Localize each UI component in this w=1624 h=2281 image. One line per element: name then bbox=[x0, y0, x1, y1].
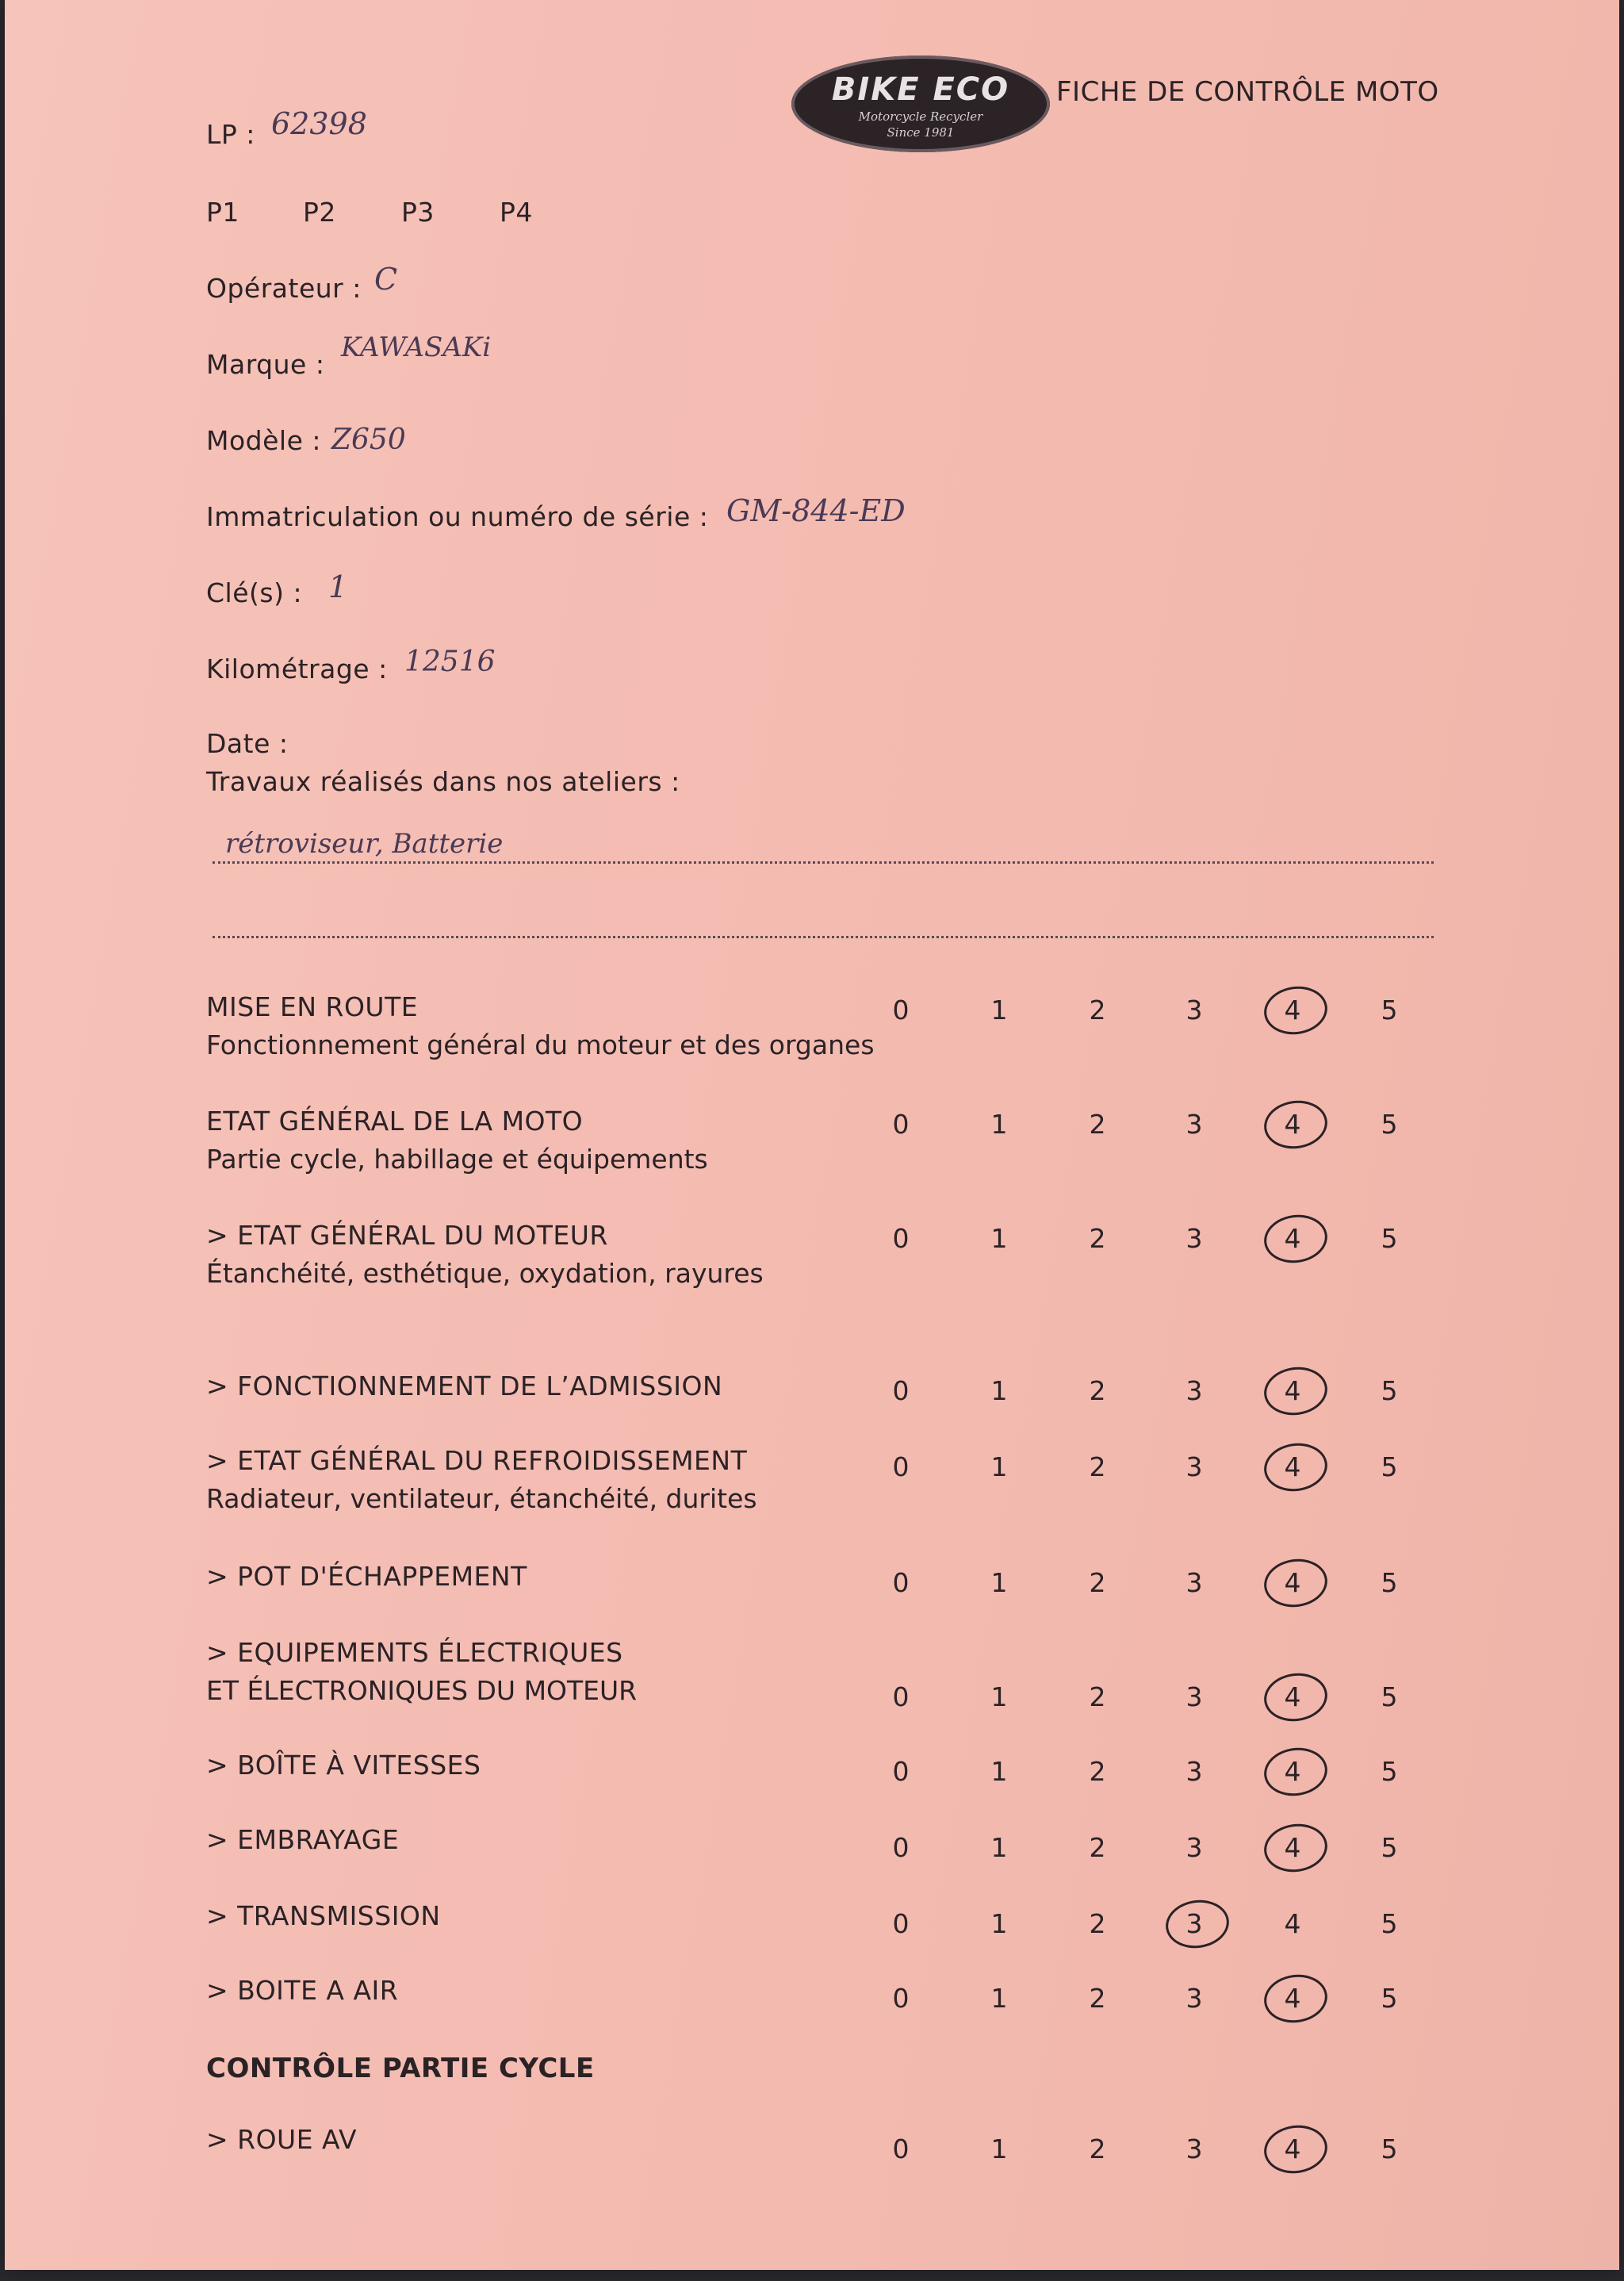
section-title: MISE EN ROUTE bbox=[206, 991, 419, 1022]
score-option-0[interactable]: 0 bbox=[892, 1223, 910, 1254]
selected-score-circle bbox=[1261, 1440, 1331, 1496]
score-option-3[interactable]: 3 bbox=[1185, 1908, 1203, 1939]
score-option-5[interactable]: 5 bbox=[1381, 1375, 1398, 1406]
score-option-3[interactable]: 3 bbox=[1185, 1832, 1203, 1863]
section-subtitle: Étanchéité, esthétique, oxydation, rayures bbox=[206, 1258, 764, 1289]
section-title: > ETAT GÉNÉRAL DU MOTEUR bbox=[206, 1220, 608, 1251]
selected-score-circle bbox=[1261, 1211, 1331, 1267]
score-option-3[interactable]: 3 bbox=[1185, 1451, 1203, 1482]
cles-label: Clé(s) : bbox=[206, 577, 303, 608]
logo-line2: Since 1981 bbox=[887, 125, 955, 140]
score-option-4[interactable]: 4 bbox=[1284, 1681, 1301, 1712]
section-title: > FONCTIONNEMENT DE L’ADMISSION bbox=[206, 1371, 723, 1401]
score-option-1[interactable]: 1 bbox=[990, 2133, 1008, 2164]
operateur-label: Opérateur : bbox=[206, 273, 362, 304]
modele-value[interactable]: Z650 bbox=[331, 424, 406, 456]
logo-line1: Motorcycle Recycler bbox=[858, 109, 983, 124]
score-option-3[interactable]: 3 bbox=[1185, 1681, 1203, 1712]
section-title: > POT D'ÉCHAPPEMENT bbox=[206, 1561, 527, 1592]
score-option-4[interactable]: 4 bbox=[1284, 1375, 1301, 1406]
travaux-line-2 bbox=[213, 936, 1434, 938]
score-option-1[interactable]: 1 bbox=[990, 1908, 1008, 1939]
score-option-5[interactable]: 5 bbox=[1381, 1983, 1398, 2014]
selected-score-circle bbox=[1162, 1896, 1232, 1953]
score-option-0[interactable]: 0 bbox=[892, 1451, 910, 1482]
score-option-0[interactable]: 0 bbox=[892, 1908, 910, 1939]
score-option-1[interactable]: 1 bbox=[990, 1375, 1008, 1406]
selected-score-circle bbox=[1261, 1971, 1331, 2027]
section-title: > EQUIPEMENTS ÉLECTRIQUES bbox=[206, 1637, 623, 1668]
score-option-5[interactable]: 5 bbox=[1381, 1756, 1398, 1787]
selected-score-circle bbox=[1261, 1097, 1331, 1153]
selected-score-circle bbox=[1261, 1363, 1331, 1420]
score-option-4[interactable]: 4 bbox=[1284, 2133, 1301, 2164]
logo-brand: BIKE ECO bbox=[831, 71, 1010, 108]
section-title: > ROUE AV bbox=[206, 2124, 358, 2155]
score-option-5[interactable]: 5 bbox=[1381, 995, 1398, 1025]
cycle-heading: CONTRÔLE PARTIE CYCLE bbox=[206, 2053, 595, 2084]
score-option-4[interactable]: 4 bbox=[1284, 1109, 1301, 1140]
score-option-0[interactable]: 0 bbox=[892, 1832, 910, 1863]
score-option-0[interactable]: 0 bbox=[892, 2133, 910, 2164]
section-title: ETAT GÉNÉRAL DE LA MOTO bbox=[206, 1106, 584, 1137]
score-option-1[interactable]: 1 bbox=[990, 1983, 1008, 2014]
selected-score-circle bbox=[1261, 1555, 1331, 1612]
score-option-2[interactable]: 2 bbox=[1089, 1908, 1106, 1939]
score-option-0[interactable]: 0 bbox=[892, 1109, 910, 1140]
section-title: > BOÎTE À VITESSES bbox=[206, 1750, 481, 1781]
selected-score-circle bbox=[1261, 2122, 1331, 2178]
score-option-4[interactable]: 4 bbox=[1284, 1451, 1301, 1482]
score-option-0[interactable]: 0 bbox=[892, 1375, 910, 1406]
p4-option[interactable]: P4 bbox=[500, 197, 533, 228]
score-option-4[interactable]: 4 bbox=[1284, 1567, 1301, 1598]
p2-option[interactable]: P2 bbox=[303, 197, 336, 228]
score-option-2[interactable]: 2 bbox=[1089, 1451, 1106, 1482]
score-option-3[interactable]: 3 bbox=[1185, 1983, 1203, 2014]
section-title: > EMBRAYAGE bbox=[206, 1824, 400, 1855]
score-option-5[interactable]: 5 bbox=[1381, 1681, 1398, 1712]
score-option-1[interactable]: 1 bbox=[990, 1109, 1008, 1140]
score-option-4[interactable]: 4 bbox=[1284, 1908, 1301, 1939]
score-option-1[interactable]: 1 bbox=[990, 1451, 1008, 1482]
score-option-1[interactable]: 1 bbox=[990, 1567, 1008, 1598]
score-option-2[interactable]: 2 bbox=[1089, 995, 1106, 1025]
score-option-2[interactable]: 2 bbox=[1089, 1223, 1106, 1254]
section-title: > TRANSMISSION bbox=[206, 1900, 441, 1931]
score-option-5[interactable]: 5 bbox=[1381, 1109, 1398, 1140]
score-option-2[interactable]: 2 bbox=[1089, 1681, 1106, 1712]
score-option-1[interactable]: 1 bbox=[990, 1756, 1008, 1787]
score-option-3[interactable]: 3 bbox=[1185, 1567, 1203, 1598]
km-label: Kilométrage : bbox=[206, 654, 388, 684]
section-title: > BOITE A AIR bbox=[206, 1975, 399, 2006]
score-option-5[interactable]: 5 bbox=[1381, 2133, 1398, 2164]
selected-score-circle bbox=[1261, 1670, 1331, 1726]
cles-value[interactable]: 1 bbox=[328, 569, 348, 604]
score-option-5[interactable]: 5 bbox=[1381, 1567, 1398, 1598]
score-option-2[interactable]: 2 bbox=[1089, 1375, 1106, 1406]
score-option-3[interactable]: 3 bbox=[1185, 1223, 1203, 1254]
lp-label: LP : bbox=[206, 119, 255, 150]
lp-value[interactable]: 62398 bbox=[271, 106, 367, 141]
score-option-3[interactable]: 3 bbox=[1185, 1756, 1203, 1787]
score-option-4[interactable]: 4 bbox=[1284, 1223, 1301, 1254]
score-option-1[interactable]: 1 bbox=[990, 995, 1008, 1025]
section-subtitle: ET ÉLECTRONIQUES DU MOTEUR bbox=[206, 1675, 638, 1706]
selected-score-circle bbox=[1261, 983, 1331, 1039]
score-option-2[interactable]: 2 bbox=[1089, 1567, 1106, 1598]
score-option-2[interactable]: 2 bbox=[1089, 1832, 1106, 1863]
score-option-2[interactable]: 2 bbox=[1089, 1983, 1106, 2014]
score-option-4[interactable]: 4 bbox=[1284, 1983, 1301, 2014]
modele-label: Modèle : bbox=[206, 425, 321, 456]
section-title: > ETAT GÉNÉRAL DU REFROIDISSEMENT bbox=[206, 1445, 748, 1476]
immat-value[interactable]: GM-844-ED bbox=[726, 493, 906, 528]
score-option-2[interactable]: 2 bbox=[1089, 1756, 1106, 1787]
selected-score-circle bbox=[1261, 1744, 1331, 1800]
score-option-0[interactable]: 0 bbox=[892, 995, 910, 1025]
score-option-3[interactable]: 3 bbox=[1185, 1375, 1203, 1406]
score-option-0[interactable]: 0 bbox=[892, 1983, 910, 2014]
score-option-1[interactable]: 1 bbox=[990, 1681, 1008, 1712]
score-option-2[interactable]: 2 bbox=[1089, 1109, 1106, 1140]
p1-option[interactable]: P1 bbox=[206, 197, 239, 228]
score-option-3[interactable]: 3 bbox=[1185, 995, 1203, 1025]
score-option-0[interactable]: 0 bbox=[892, 1681, 910, 1712]
score-option-5[interactable]: 5 bbox=[1381, 1451, 1398, 1482]
score-option-5[interactable]: 5 bbox=[1381, 1223, 1398, 1254]
score-option-0[interactable]: 0 bbox=[892, 1756, 910, 1787]
score-option-4[interactable]: 4 bbox=[1284, 1756, 1301, 1787]
section-subtitle: Partie cycle, habillage et équipements bbox=[206, 1144, 708, 1175]
date-label: Date : bbox=[206, 728, 289, 759]
immat-label: Immatriculation ou numéro de série : bbox=[206, 501, 709, 532]
section-subtitle: Fonctionnement général du moteur et des organes bbox=[206, 1029, 875, 1060]
score-option-5[interactable]: 5 bbox=[1381, 1908, 1398, 1939]
score-option-1[interactable]: 1 bbox=[990, 1223, 1008, 1254]
km-value[interactable]: 12516 bbox=[404, 646, 496, 678]
score-option-4[interactable]: 4 bbox=[1284, 1832, 1301, 1863]
score-option-3[interactable]: 3 bbox=[1185, 2133, 1203, 2164]
sheet-title: FICHE DE CONTRÔLE MOTO bbox=[1056, 76, 1439, 108]
score-option-4[interactable]: 4 bbox=[1284, 995, 1301, 1025]
marque-value[interactable]: KAWASAKi bbox=[341, 332, 492, 363]
bike-eco-logo bbox=[791, 56, 1050, 152]
score-option-3[interactable]: 3 bbox=[1185, 1109, 1203, 1140]
p3-option[interactable]: P3 bbox=[401, 197, 435, 228]
score-option-5[interactable]: 5 bbox=[1381, 1832, 1398, 1863]
travaux-label: Travaux réalisés dans nos ateliers : bbox=[206, 766, 680, 797]
operateur-value[interactable]: C bbox=[374, 262, 398, 297]
section-subtitle: Radiateur, ventilateur, étanchéité, durites bbox=[206, 1483, 757, 1514]
control-sheet bbox=[5, 0, 1619, 2270]
travaux-line-1 bbox=[213, 861, 1434, 864]
travaux-value[interactable]: rétroviseur, Batterie bbox=[225, 828, 504, 860]
selected-score-circle bbox=[1261, 1820, 1331, 1877]
score-option-2[interactable]: 2 bbox=[1089, 2133, 1106, 2164]
score-option-1[interactable]: 1 bbox=[990, 1832, 1008, 1863]
marque-label: Marque : bbox=[206, 349, 325, 380]
score-option-0[interactable]: 0 bbox=[892, 1567, 910, 1598]
